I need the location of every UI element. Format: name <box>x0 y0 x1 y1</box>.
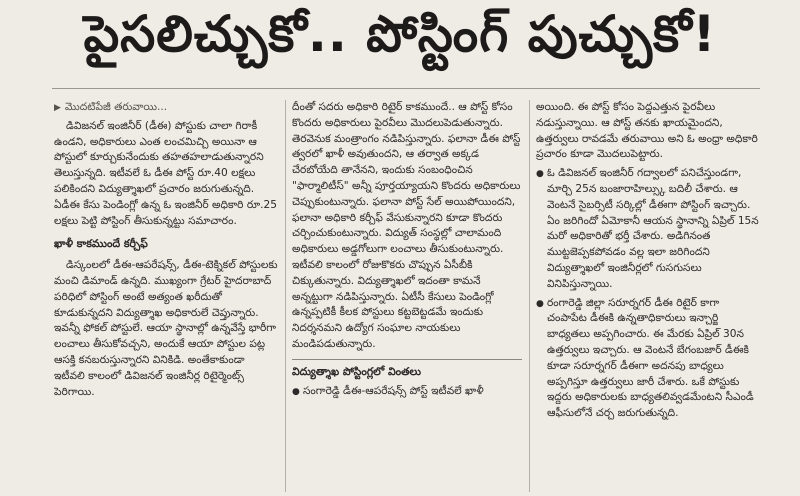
column-divider-2 <box>529 100 530 492</box>
bullet-text: ఓ డివిజనల్ ఇంజినీర్ గద్వాలలో పనిచేస్తుండగా, మార్చి 25న బంజారాహిల్స్కు బదిలీ చేశారు. ఆ వెంటనే సైబర్సిటీ సర్కిల్లో డీఈగా పోస్టింగ్ ఇచ్చారు. ఏం జరిగిందో ఏమోకానీ ఆయన స్థానాన్ని ఏప్రిల్ 15న మరో అధికారితో భర్తీ చేశారు. అడిగినంత ముట్టజెప్పకపోవడం వల్ల ఇలా జరిగిందని విద్యుత్శాఖలో ఇంజినీర్లలో గుసగుసలు వినిపిస్తున్నాయి. <box>547 167 759 290</box>
article-column-3 <box>536 100 760 492</box>
triangle-right-icon: ▶ <box>54 103 61 113</box>
paragraph: డివిజనల్ ఇంజినీర్ (డీఈ) పోస్టుకు చాలా గిరాకీ ఉండని, అధికారులు ఎంత లంచమిచ్చి అయినా ఆ పోస్టులో కూర్చుకునేందుకు తహతహలాడుతున్నారని తెలుస్తున్నది. ఇటీవలే ఓ డీఈ పోస్ట్ రూ.40 లక్షలు పలికిందని విద్యుత్శాఖలో ప్రచారం జరుగుతున్నది. ఏడీఈ కేసు పెండింగ్లో ఉన్న ఓ ఇంజినీర్ అధికారి రూ.25 లక్షలు పెట్టి పోస్టింగ్ తీసుకున్నట్టు సమాచారం. <box>54 119 278 227</box>
column-divider-1 <box>285 100 286 492</box>
paragraph: అయింది. ఈ పోస్ట్ కోసం పెద్దఎత్తున పైరవీలు నడుస్తున్నాయి. ఆ పోస్ట్ తనకు ఖాయమైందని, ఉత్తర్వులు రావడమే తరువాయి అని ఓ అంధ్రా అధికారి ప్రచారం కూడా మొదలుపెట్టారు. <box>536 101 758 161</box>
headline-divider <box>52 88 760 89</box>
kicker-text: మొదటిపేజీ తరువాయి... <box>64 101 168 113</box>
filled-circle-icon: ● <box>292 386 300 397</box>
article-column-2 <box>292 100 522 492</box>
subheading: విద్యుత్శాఖ పోస్టింగ్లలో వింతలు <box>292 359 522 380</box>
bullet-item <box>292 384 522 400</box>
bullet-item <box>536 166 760 292</box>
continuation-kicker <box>54 100 278 117</box>
bullet-text: సంగారెడ్డి డీఈ-ఆపరేషన్స్ పోస్ట్ ఇటీవలే ఖాళీ <box>303 384 484 397</box>
article-column-1 <box>54 100 278 492</box>
bullet-item <box>536 296 760 422</box>
filled-circle-icon: ● <box>536 169 544 180</box>
bullet-text: రంగారెడ్డి జిల్లా సరూర్నగర్ డీఈ రిటైర్ కాగా చంపాపేట డీఈకి ఉన్నతాధికారులు ఇన్చార్జి బాధ్యతలు అప్పగించారు. ఈ మేరకు ఏప్రిల్ 30న ఉత్తర్వులు ఇచ్చారు. ఆ వెంటనే బేగంబజార్ డీఈకి కూడా సరూర్నగర్ డీఈగా అదనపు బాధ్యలు అప్పగిస్తూ ఉత్తర్వులు జారీ చేశారు. ఒకే పోస్టుకు ఇద్దరు అధికారులకు బాధ్యతలివ్వడమేంటని సీఎండీ ఆఫీసులోనే చర్చ జరుగుతున్నది. <box>547 296 754 420</box>
paragraph: దీంతో సదరు అధికారి రిటైర్ కాకముందే.. ఆ పోస్ట్ కోసం కొందరు అధికారులు పైరవీలు మొదలుపెడుతున్నారు. తెరవెనుక మంత్రాంగం నడిపిస్తున్నారు. ఫలానా డీఈ పోస్ట్ త్వరలో ఖాళీ అవుతుందని, ఆ తర్వాత అక్కడ చేరబోయేది తానేనని, ఇందుకు సంబంధించిన "ఫార్మాలిటీస్" అన్నీ పూర్తయ్యాయని కొందరు అధికారులు చెప్పుకుంటున్నారు. ఫలానా పోస్ట్ సేల్ అయిపోయిందని, ఫలానా అధికారి కర్చీఫ్ వేసుకున్నారని కూడా కొందరు చర్చించుకుంటున్నారు. విద్యుత్ సంస్థల్లో చాలామంది అధికారులు అడ్డగోలుగా లంచాలు తీసుకుంటున్నారు. ఇటీవలి కాలంలో రోజుకొకరు చొప్పున ఏసీబీకి చిక్కుతున్నారు. విద్యుత్శాఖలో ఇదంతా కామనే అన్నట్టుగా నడిపిస్తున్నారు. ఏటీసీ కేసులు పెండింగ్లో ఉన్నప్పటికీ కీలక పోస్టులు కట్టబెట్టడమే ఇందుకు నిదర్శనమని ఉద్యోగ సంఘాల నాయకులు మండిపడుతున్నారు. <box>292 101 521 350</box>
filled-circle-icon: ● <box>536 298 544 309</box>
article-headline: పైసలిచ్చుకో.. పోస్టింగ్ పుచ్చుకో! <box>83 4 717 63</box>
subheading: ఖాళీ కాకముందే కర్చీఫ్ <box>54 237 148 251</box>
paragraph: డిస్కంలలో డీఈ-ఆపరేషన్స్, డీఈ-టెక్నికల్ పోస్టులకు మంచి డిమాండ్ ఉన్నది. ముఖ్యంగా గ్రేటర్ హైదరాబాద్ పరిధిలో పోస్టింగ్ అంటే అత్యంత ఖరీదుతో కూడుకున్నదని విద్యుత్శాఖ అధికారులే చెప్తున్నారు. ఇవన్నీ ఫోకల్ పోస్టులే. ఆయా స్థానాల్లో ఉన్నవేస్తే భారీగా లంచాలు తీసుకోవచ్చని, అందుకే ఆయా పోస్టుల పట్ల ఆసక్తి కనబరుస్తున్నారని వినికిడి. అంతేకాకుండా ఇటీవలి కాలంలో డివిజనల్ ఇంజినీర్ల రిటైర్మెంట్స్ పెరిగాయి. <box>54 259 278 398</box>
